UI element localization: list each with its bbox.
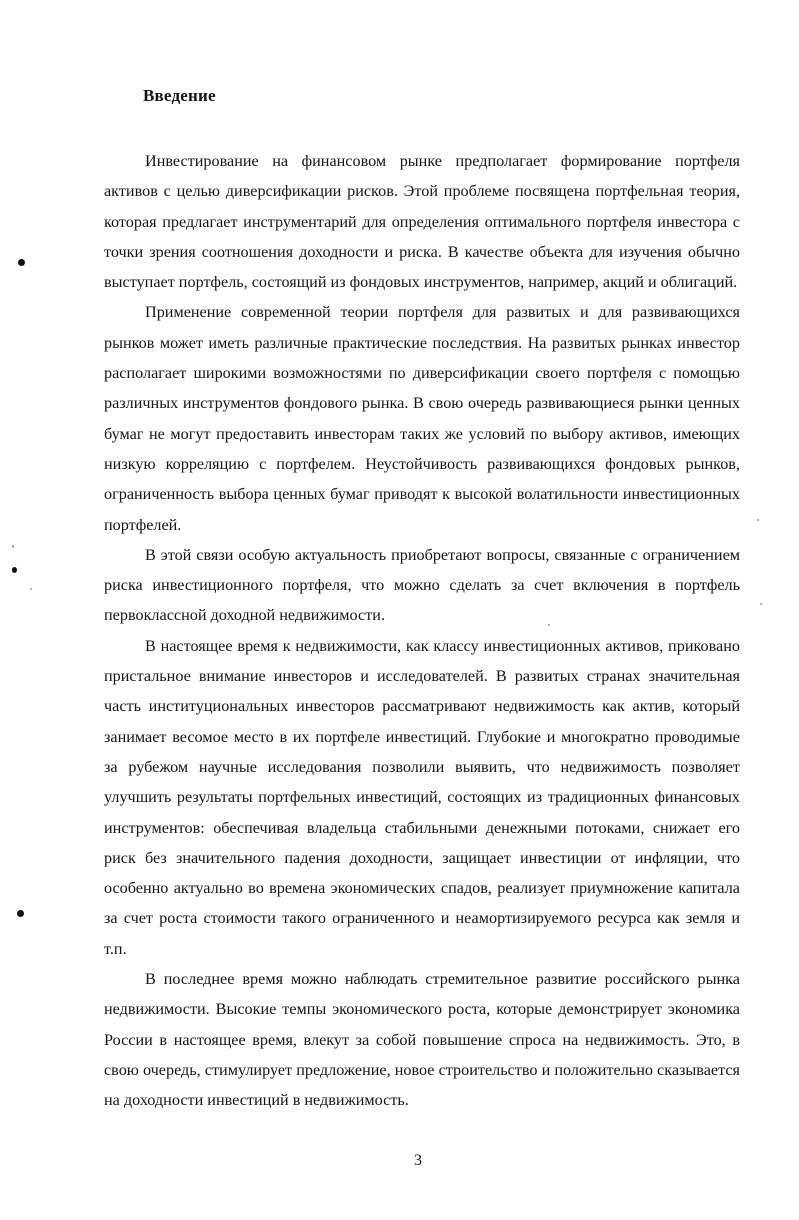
- paragraph-4: В настоящее время к недвижимости, как классу инвестиционных активов, приковано пристальное внимание инвесторов и исследователей. В развитых странах значительная часть институциональных инвесторов рассматривают недвижимость как актив, который занимает весомое место в их портфеле инвестиций. Глубокие и многократно проводимые за рубежом научные исследования позволили выявить, что недвижимость позволяет улучшить результаты портфельных инвестиций, состоящих из традиционных финансовых инструментов: обеспечивая владельца стабильными денежными потоками, снижает его риск без значительного падения доходности, защищает инвестиции от инфляции, что особенно актуально во времена экономических спадов, реализует приумножение капитала за счет роста стоимости такого ограниченного и неамортизируемого ресурса как земля и т.п.: [104, 636, 740, 958]
- paragraph-3: В этой связи особую актуальность приобретают вопросы, связанные с ограничением риска инвестиционного портфеля, что можно сделать за счет включения в портфель первоклассной доходной недвижимости.: [104, 545, 740, 625]
- binder-hole-mark: [17, 910, 24, 917]
- paragraph-5: В последнее время можно наблюдать стремительное развитие российского рынка недвижимости. Высокие темпы экономического роста, которые демонстрирует экономика России в настоящее время, влекут за собой повышение спроса на недвижимость. Это, в свою очередь, стимулирует предложение, новое строительство и положительно сказывается на доходности инвестиций в недвижимость.: [104, 970, 740, 1110]
- paragraph-1: Инвестирование на финансовом рынке предполагает формирование портфеля активов с целью диверсификации рисков. Этой проблеме посвящена портфельная теория, которая предлагает инструментарий для определения оптимального портфеля инвестора с точки зрения соотношения доходности и риска. В качестве объекта для изучения обычно выступает портфель, состоящий из фондовых инструментов, например, акций и облигаций.: [104, 152, 740, 292]
- paragraph-2: Применение современной теории портфеля для развитых и для развивающихся рынков может иметь различные практические последствия. На развитых рынках инвестор располагает широкими возможностями по диверсификации своего портфеля с помощью различных инструментов фондового рынка. В свою очередь развивающиеся рынки ценных бумаг не могут предоставить инвесторам таких же условий по выбору активов, имеющих низкую корреляцию с портфелем. Неустойчивость развивающихся фондовых рынков, ограниченность выбора ценных бумаг приводят к высокой волатильности инвестиционных портфелей.: [104, 303, 740, 534]
- scan-speck: [30, 588, 32, 590]
- body-text: [104, 146, 740, 1116]
- scan-speck: [760, 603, 762, 605]
- scan-speck: [757, 519, 759, 521]
- scan-speck: [548, 624, 550, 626]
- page-number: 3: [414, 1152, 422, 1169]
- binder-hole-mark: [18, 259, 25, 266]
- binder-hole-mark: [12, 567, 17, 573]
- scan-speck: [12, 545, 14, 548]
- section-heading: Введение: [143, 86, 216, 105]
